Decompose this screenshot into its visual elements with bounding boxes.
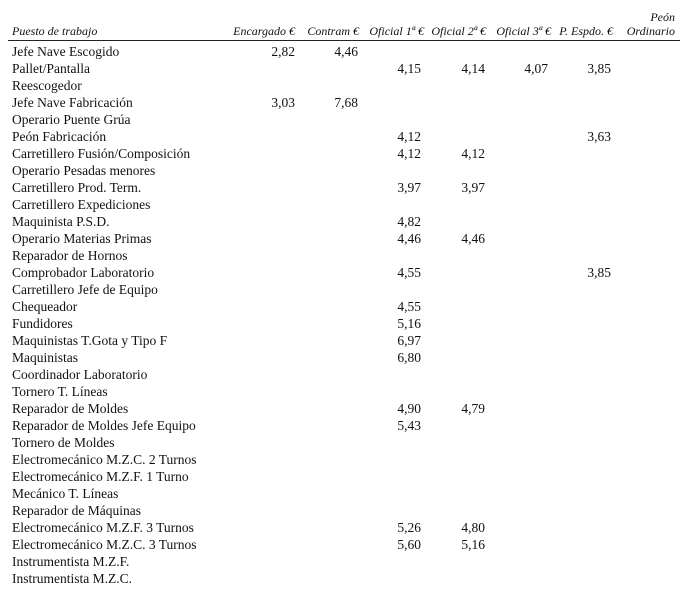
job-title: Peón Fabricación: [12, 129, 107, 144]
job-title: Fundidores: [12, 316, 73, 331]
job-title: Reparador de Máquinas: [12, 503, 141, 518]
job-title: Carretillero Prod. Term.: [12, 180, 142, 195]
table-row: [0, 264, 689, 281]
value-encargado: 3,03: [271, 95, 295, 110]
header-pespdo: P. Espdo. €: [559, 24, 613, 38]
value-oficial1: 4,46: [397, 231, 421, 246]
job-title: Carretillero Fusión/Composición: [12, 146, 191, 161]
value-oficial2: 4,79: [461, 401, 485, 416]
table-row: [0, 332, 689, 349]
table-row: [0, 298, 689, 315]
value-oficial1: 3,97: [397, 180, 421, 195]
value-oficial1: 5,16: [397, 316, 421, 331]
value-oficial1: 4,55: [397, 299, 421, 314]
table-row: [0, 196, 689, 213]
value-pespdo: 3,85: [587, 265, 611, 280]
value-oficial1: 4,90: [397, 401, 421, 416]
job-title: Carretillero Expediciones: [12, 197, 151, 212]
value-oficial1: 4,12: [397, 129, 421, 144]
job-title: Reparador de Hornos: [12, 248, 128, 263]
value-contram: 7,68: [334, 95, 358, 110]
value-oficial2: 4,12: [461, 146, 485, 161]
table-row: [0, 94, 689, 111]
value-oficial2: 4,14: [461, 61, 485, 76]
table-row: [0, 383, 689, 400]
table-row: [0, 145, 689, 162]
job-title: Maquinista P.S.D.: [12, 214, 110, 229]
table-row: [0, 366, 689, 383]
table-row: [0, 553, 689, 570]
table-row: [0, 536, 689, 553]
table-row: [0, 111, 689, 128]
job-title: Tornero T. Líneas: [12, 384, 108, 399]
table-row: [0, 179, 689, 196]
table-row: [0, 434, 689, 451]
job-title: Comprobador Laboratorio: [12, 265, 155, 280]
job-title: Maquinistas T.Gota y Tipo F: [12, 333, 168, 348]
table-row: [0, 451, 689, 468]
job-title: Pallet/Pantalla: [12, 61, 90, 76]
job-title: Electromecánico M.Z.F. 3 Turnos: [12, 520, 194, 535]
job-title: Chequeador: [12, 299, 78, 314]
value-oficial1: 4,15: [397, 61, 421, 76]
table-row: [0, 400, 689, 417]
value-oficial1: 6,80: [397, 350, 421, 365]
value-oficial1: 4,12: [397, 146, 421, 161]
job-title: Electromecánico M.Z.F. 1 Turno: [12, 469, 189, 484]
job-title: Electromecánico M.Z.C. 3 Turnos: [12, 537, 197, 552]
job-title: Operario Puente Grúa: [12, 112, 131, 127]
table-row: [0, 468, 689, 485]
table-row: [0, 570, 689, 587]
job-title: Reescogedor: [12, 78, 82, 93]
table-row: [0, 77, 689, 94]
value-oficial3: 4,07: [524, 61, 548, 76]
table-row: [0, 417, 689, 434]
job-title: Operario Materias Primas: [12, 231, 152, 246]
value-contram: 4,46: [334, 44, 358, 59]
job-title: Tornero de Moldes: [12, 435, 115, 450]
table-row: [0, 128, 689, 145]
table-row: [0, 247, 689, 264]
value-pespdo: 3,63: [587, 129, 611, 144]
job-title: Mecánico T. Líneas: [12, 486, 119, 501]
job-title: Instrumentista M.Z.F.: [12, 554, 130, 569]
table-row: [0, 60, 689, 77]
table-row: [0, 230, 689, 247]
table-row: [0, 349, 689, 366]
job-title: Reparador de Moldes Jefe Equipo: [12, 418, 196, 433]
value-oficial2: 4,80: [461, 520, 485, 535]
job-title: Jefe Nave Fabricación: [12, 95, 133, 110]
value-oficial2: 5,16: [461, 537, 485, 552]
table-row: [0, 519, 689, 536]
job-title: Instrumentista M.Z.C.: [12, 571, 132, 586]
header-peon-line2: Ordinario: [626, 24, 675, 38]
value-oficial2: 4,46: [461, 231, 485, 246]
job-title: Electromecánico M.Z.C. 2 Turnos: [12, 452, 197, 467]
header-peon-line1: Peón: [650, 10, 675, 24]
table-row: [0, 213, 689, 230]
header-oficial1: Oficial 1ª €: [369, 24, 424, 38]
job-title: Maquinistas: [12, 350, 78, 365]
job-title: Carretillero Jefe de Equipo: [12, 282, 158, 297]
header-contram: Contram €: [307, 24, 359, 38]
value-oficial2: 3,97: [461, 180, 485, 195]
header-oficial3: Oficial 3ª €: [496, 24, 551, 38]
table-row: [0, 485, 689, 502]
table-row: [0, 281, 689, 298]
header-encargado: Encargado €: [233, 24, 295, 38]
value-oficial1: 6,97: [397, 333, 421, 348]
value-oficial1: 5,60: [397, 537, 421, 552]
value-pespdo: 3,85: [587, 61, 611, 76]
header-rule: [8, 40, 680, 41]
table-row: [0, 162, 689, 179]
job-title: Jefe Nave Escogido: [12, 44, 120, 59]
table-row: [0, 43, 689, 60]
job-title: Operario Pesadas menores: [12, 163, 156, 178]
table-row: [0, 315, 689, 332]
table-row: [0, 502, 689, 519]
value-encargado: 2,82: [271, 44, 295, 59]
value-oficial1: 4,82: [397, 214, 421, 229]
job-title: Coordinador Laboratorio: [12, 367, 148, 382]
value-oficial1: 4,55: [397, 265, 421, 280]
header-oficial2: Oficial 2ª €: [431, 24, 486, 38]
header-puesto: Puesto de trabajo: [12, 24, 98, 38]
value-oficial1: 5,43: [397, 418, 421, 433]
value-oficial1: 5,26: [397, 520, 421, 535]
job-title: Reparador de Moldes: [12, 401, 129, 416]
